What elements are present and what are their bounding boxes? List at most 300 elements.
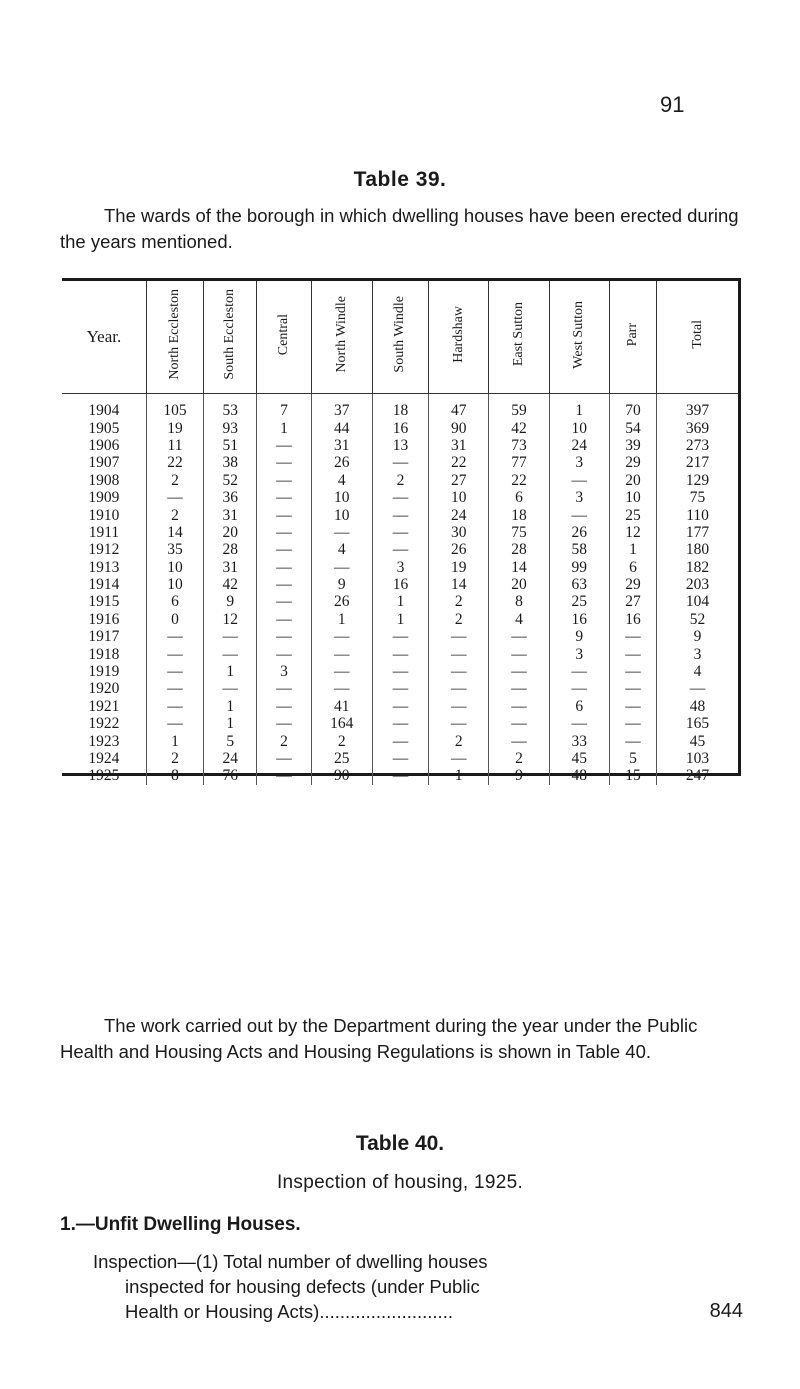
table-cell: —: [257, 559, 311, 576]
table-40-title: Table 40.: [355, 1132, 445, 1155]
table-cell: 110: [657, 506, 738, 523]
table-cell: —: [609, 715, 656, 732]
table-cell: —: [257, 524, 311, 541]
table-cell: 54: [609, 419, 656, 436]
table-cell: 9: [311, 576, 372, 593]
table-cell: 217: [657, 454, 738, 471]
table-cell: 10: [429, 489, 489, 506]
table-cell: 63: [549, 576, 609, 593]
table-cell: 2: [372, 472, 428, 489]
year-cell: 1922: [88, 715, 120, 733]
table-cell: 9: [549, 628, 609, 645]
table-cell: 2: [429, 732, 489, 749]
year-cell: 1910: [88, 506, 120, 524]
column-header: [609, 281, 656, 394]
table-cell: 93: [204, 419, 257, 436]
table-cell: 6: [146, 593, 203, 610]
table-cell: 4: [657, 663, 738, 680]
table-cell: 26: [429, 541, 489, 558]
table-cell: —: [489, 628, 549, 645]
table-cell: —: [429, 680, 489, 697]
table-cell: 16: [609, 611, 656, 628]
column-header-label: Year.: [86, 327, 122, 346]
table-cell: 2: [311, 732, 372, 749]
column-header: [372, 281, 428, 394]
table-cell: —: [489, 715, 549, 732]
table-cell: 26: [549, 524, 609, 541]
table-39-intro: The wards of the borough in which dwelling houses have been erected during the years mentioned.: [60, 205, 739, 252]
table-row: [62, 576, 738, 593]
table-cell: 1: [204, 663, 257, 680]
table-cell: —: [429, 628, 489, 645]
table-cell: 129: [657, 472, 738, 489]
table-cell: 25: [609, 506, 656, 523]
table-row: [62, 732, 738, 749]
table-cell: 3: [372, 559, 428, 576]
table-cell: —: [657, 680, 738, 697]
column-header-label: Total: [689, 320, 705, 349]
table-cell: 0: [146, 611, 203, 628]
inspection-line-1: Inspection—(1) Total number of dwelling houses: [93, 1251, 488, 1272]
table-cell: 22: [146, 454, 203, 471]
table-cell: —: [257, 628, 311, 645]
table-cell: 1: [146, 732, 203, 749]
table-cell: —: [257, 454, 311, 471]
table-cell: 45: [657, 732, 738, 749]
table-cell: 26: [311, 454, 372, 471]
table-cell: 20: [609, 472, 656, 489]
column-header-label: South Eccleston: [222, 289, 238, 380]
table-cell: 2: [146, 472, 203, 489]
table-cell: 48: [657, 698, 738, 715]
table-cell: 12: [204, 611, 257, 628]
table-cell: 90: [429, 419, 489, 436]
table-cell: 73: [489, 437, 549, 454]
table-cell: 177: [657, 524, 738, 541]
table-cell: 180: [657, 541, 738, 558]
table-cell: 14: [146, 524, 203, 541]
table-cell: 33: [549, 732, 609, 749]
table-cell: 1: [204, 715, 257, 732]
table-cell: 51: [204, 437, 257, 454]
table-cell: 104: [657, 593, 738, 610]
table-row: [62, 645, 738, 662]
table-row: [62, 559, 738, 576]
table-cell: —: [372, 489, 428, 506]
table-cell: —: [146, 680, 203, 697]
table-cell: 6: [489, 489, 549, 506]
inspection-line-3: Health or Housing Acts)..........................: [125, 1301, 453, 1322]
column-header-label: South Windle: [392, 296, 408, 373]
table-cell: 9: [204, 593, 257, 610]
table-cell: 12: [609, 524, 656, 541]
table-cell: 44: [311, 419, 372, 436]
table-cell: 1: [257, 419, 311, 436]
year-cell: 1907: [88, 454, 120, 472]
year-cell: 1925: [88, 767, 120, 785]
table-cell: 182: [657, 559, 738, 576]
table-body: [62, 394, 738, 785]
table-row: [62, 767, 738, 784]
table-cell: 2: [489, 750, 549, 767]
table-row: [62, 506, 738, 523]
inspection-item: [93, 1249, 743, 1324]
table-cell: 1: [429, 767, 489, 784]
table-cell: —: [204, 645, 257, 662]
table-cell: 59: [489, 394, 549, 420]
table-cell: 90: [311, 767, 372, 784]
table-cell: 36: [204, 489, 257, 506]
table-cell: 58: [549, 541, 609, 558]
table-cell: 8: [489, 593, 549, 610]
table-row: [62, 541, 738, 558]
table-cell: 53: [204, 394, 257, 420]
table-cell: 1: [204, 698, 257, 715]
year-cell: 1904: [88, 402, 120, 420]
table-cell: 27: [429, 472, 489, 489]
table-cell: 203: [657, 576, 738, 593]
table-cell: —: [146, 715, 203, 732]
table-cell: 103: [657, 750, 738, 767]
table-cell: —: [609, 645, 656, 662]
table-cell: —: [257, 437, 311, 454]
year-cell: 1923: [88, 732, 120, 750]
table-cell: 52: [657, 611, 738, 628]
year-cell: 1916: [88, 610, 120, 628]
column-header: [489, 281, 549, 394]
table-cell: 31: [204, 559, 257, 576]
year-cell: 1906: [88, 436, 120, 454]
table-cell: 2: [146, 506, 203, 523]
table-cell: —: [257, 680, 311, 697]
table-cell: —: [489, 698, 549, 715]
table-cell: —: [257, 698, 311, 715]
table-cell: —: [146, 663, 203, 680]
column-header: [204, 281, 257, 394]
table-cell: —: [257, 472, 311, 489]
table-cell: 1: [372, 593, 428, 610]
table-cell: 10: [311, 489, 372, 506]
table-row: [62, 698, 738, 715]
table-row: [62, 628, 738, 645]
table-cell: —: [609, 732, 656, 749]
table-row: [62, 437, 738, 454]
year-cell: 1918: [88, 645, 120, 663]
table-cell: —: [146, 698, 203, 715]
table-cell: —: [257, 767, 311, 784]
column-header: [257, 281, 311, 394]
table-cell: 22: [429, 454, 489, 471]
table-cell: 25: [549, 593, 609, 610]
table-cell: 31: [311, 437, 372, 454]
table-cell: —: [146, 628, 203, 645]
table-cell: —: [609, 680, 656, 697]
table-cell: —: [609, 628, 656, 645]
year-cell: 1905: [88, 419, 120, 437]
table-cell: 11: [146, 437, 203, 454]
table-cell: 5: [609, 750, 656, 767]
table-cell: 15: [609, 767, 656, 784]
table-cell: 10: [146, 559, 203, 576]
table-cell: 76: [204, 767, 257, 784]
table-cell: —: [257, 750, 311, 767]
table-cell: —: [429, 698, 489, 715]
table-cell: 4: [489, 611, 549, 628]
table-cell: 27: [609, 593, 656, 610]
table-cell: 247: [657, 767, 738, 784]
table-cell: 6: [549, 698, 609, 715]
table-row: [62, 454, 738, 471]
column-header: [429, 281, 489, 394]
table-cell: —: [311, 645, 372, 662]
table-cell: —: [609, 698, 656, 715]
table-cell: —: [372, 750, 428, 767]
table-cell: —: [257, 593, 311, 610]
table-cell: 35: [146, 541, 203, 558]
table-cell: —: [372, 680, 428, 697]
table-cell: 3: [257, 663, 311, 680]
table-cell: 31: [429, 437, 489, 454]
table-cell: 7: [257, 394, 311, 420]
table-cell: 9: [489, 767, 549, 784]
table-cell: —: [372, 732, 428, 749]
year-cell: 1917: [88, 628, 120, 646]
table-cell: 28: [489, 541, 549, 558]
column-header: [62, 281, 146, 394]
table-cell: 1: [609, 541, 656, 558]
table-cell: 3: [549, 645, 609, 662]
table-cell: 10: [311, 506, 372, 523]
table-cell: 4: [311, 541, 372, 558]
table-cell: —: [372, 767, 428, 784]
table-cell: —: [257, 541, 311, 558]
table-cell: —: [257, 506, 311, 523]
column-header-label: West Sutton: [571, 300, 587, 369]
table-cell: 14: [429, 576, 489, 593]
table-cell: —: [609, 663, 656, 680]
table-cell: —: [372, 524, 428, 541]
table-cell: 26: [311, 593, 372, 610]
table-cell: 19: [429, 559, 489, 576]
table-cell: 369: [657, 419, 738, 436]
column-header-label: East Sutton: [510, 302, 526, 367]
table-row: [62, 472, 738, 489]
table-cell: 10: [146, 576, 203, 593]
table-cell: 29: [609, 576, 656, 593]
table-cell: 24: [204, 750, 257, 767]
table-cell: 16: [549, 611, 609, 628]
year-cell: 1914: [88, 576, 120, 594]
column-header: [549, 281, 609, 394]
table-cell: —: [372, 541, 428, 558]
table-cell: —: [311, 680, 372, 697]
year-cell: 1921: [88, 697, 120, 715]
table-cell: 2: [146, 750, 203, 767]
year-cell: 1908: [88, 471, 120, 489]
table-cell: —: [204, 628, 257, 645]
table-cell: —: [146, 489, 203, 506]
table-cell: —: [489, 645, 549, 662]
table-cell: 20: [204, 524, 257, 541]
table-cell: —: [429, 750, 489, 767]
table-cell: 2: [257, 732, 311, 749]
table-cell: 3: [549, 454, 609, 471]
table-cell: —: [372, 698, 428, 715]
table-cell: 70: [609, 394, 656, 420]
table-cell: 45: [549, 750, 609, 767]
table-cell: 18: [489, 506, 549, 523]
table-cell: —: [372, 454, 428, 471]
table-cell: 25: [311, 750, 372, 767]
table-cell: 2: [429, 593, 489, 610]
table-cell: —: [311, 663, 372, 680]
table-cell: 165: [657, 715, 738, 732]
table-cell: —: [489, 663, 549, 680]
table-cell: —: [311, 628, 372, 645]
table-cell: 37: [311, 394, 372, 420]
table-cell: —: [257, 645, 311, 662]
table-cell: —: [489, 680, 549, 697]
table-cell: 14: [489, 559, 549, 576]
table-row: [62, 680, 738, 697]
table-cell: 30: [429, 524, 489, 541]
table-cell: —: [549, 472, 609, 489]
column-header: [657, 281, 738, 394]
table-row: [62, 394, 738, 420]
section-heading-unfit-dwellings: 1.—Unfit Dwelling Houses.: [60, 1214, 301, 1235]
table-row: [62, 611, 738, 628]
table-cell: —: [549, 715, 609, 732]
year-cell: 1912: [88, 541, 120, 559]
table-cell: —: [429, 645, 489, 662]
table-cell: 164: [311, 715, 372, 732]
table-cell: 31: [204, 506, 257, 523]
table-cell: 5: [204, 732, 257, 749]
table-cell: 38: [204, 454, 257, 471]
table-cell: —: [372, 628, 428, 645]
column-header-label: North Eccleston: [166, 289, 182, 380]
table-cell: 1: [311, 611, 372, 628]
paragraph-table-40-reference: The work carried out by the Department during the year under the Public Health and Housing Acts and Housing Regulations is shown in Table 40.: [60, 1015, 698, 1062]
table-cell: —: [257, 576, 311, 593]
table-cell: 75: [657, 489, 738, 506]
table-39: [62, 278, 741, 785]
table-cell: 16: [372, 576, 428, 593]
inspection-line-2: inspected for housing defects (under Public: [125, 1276, 480, 1297]
column-header: [146, 281, 203, 394]
page-number: 91: [660, 92, 685, 117]
table-cell: 397: [657, 394, 738, 420]
table-row: [62, 750, 738, 767]
table-cell: —: [257, 715, 311, 732]
table-cell: 24: [549, 437, 609, 454]
table-row: [62, 489, 738, 506]
table-row: [62, 524, 738, 541]
table-cell: 20: [489, 576, 549, 593]
column-header-label: Parr: [624, 322, 640, 347]
table-cell: 6: [609, 559, 656, 576]
table-cell: 1: [549, 394, 609, 420]
table-row: [62, 593, 738, 610]
table-cell: —: [549, 506, 609, 523]
table-cell: 3: [549, 489, 609, 506]
table-cell: 42: [204, 576, 257, 593]
table-39-title: Table 39.: [353, 168, 447, 191]
table-cell: 77: [489, 454, 549, 471]
table-row: [62, 715, 738, 732]
table-cell: 28: [204, 541, 257, 558]
table-row: [62, 419, 738, 436]
column-header-label: Central: [275, 313, 291, 356]
table-cell: 39: [609, 437, 656, 454]
year-cell: 1919: [88, 663, 120, 681]
year-cell: 1920: [88, 680, 120, 698]
year-cell: 1915: [88, 593, 120, 611]
year-cell: 1924: [88, 750, 120, 767]
table-cell: 2: [429, 611, 489, 628]
table-cell: 105: [146, 394, 203, 420]
table-cell: —: [372, 715, 428, 732]
table-header-row: [62, 281, 738, 394]
year-cell: 1911: [88, 523, 120, 541]
table-cell: 19: [146, 419, 203, 436]
table-cell: —: [429, 663, 489, 680]
table-cell: 75: [489, 524, 549, 541]
column-header: [311, 281, 372, 394]
table-cell: 4: [311, 472, 372, 489]
table-cell: —: [257, 489, 311, 506]
column-header-label: Hardshaw: [450, 306, 466, 363]
table-cell: —: [146, 645, 203, 662]
table-cell: 9: [657, 628, 738, 645]
table-cell: 1: [372, 611, 428, 628]
table-cell: —: [311, 524, 372, 541]
table-cell: 41: [311, 698, 372, 715]
table-cell: 48: [549, 767, 609, 784]
year-cell: 1913: [88, 558, 120, 576]
inspection-value: 844: [709, 1300, 743, 1322]
table-cell: 10: [609, 489, 656, 506]
table-cell: —: [549, 680, 609, 697]
table-cell: 13: [372, 437, 428, 454]
table-cell: 18: [372, 394, 428, 420]
table-cell: —: [372, 506, 428, 523]
column-header-label: North Windle: [333, 296, 349, 373]
table-cell: —: [429, 715, 489, 732]
table-cell: —: [489, 732, 549, 749]
table-cell: 52: [204, 472, 257, 489]
table-cell: 16: [372, 419, 428, 436]
table-cell: 47: [429, 394, 489, 420]
table-cell: 8: [146, 767, 203, 784]
table-cell: 3: [657, 645, 738, 662]
table-cell: —: [257, 611, 311, 628]
year-cell: 1909: [88, 489, 120, 507]
table-cell: —: [372, 663, 428, 680]
table-cell: —: [372, 645, 428, 662]
table-cell: 24: [429, 506, 489, 523]
table-cell: 22: [489, 472, 549, 489]
table-cell: —: [204, 680, 257, 697]
table-row: [62, 663, 738, 680]
table-cell: 273: [657, 437, 738, 454]
table-cell: 99: [549, 559, 609, 576]
table-cell: 10: [549, 419, 609, 436]
table-cell: —: [549, 663, 609, 680]
table-cell: —: [311, 559, 372, 576]
table-cell: 42: [489, 419, 549, 436]
table-40-subtitle: Inspection of housing, 1925.: [276, 1172, 524, 1193]
